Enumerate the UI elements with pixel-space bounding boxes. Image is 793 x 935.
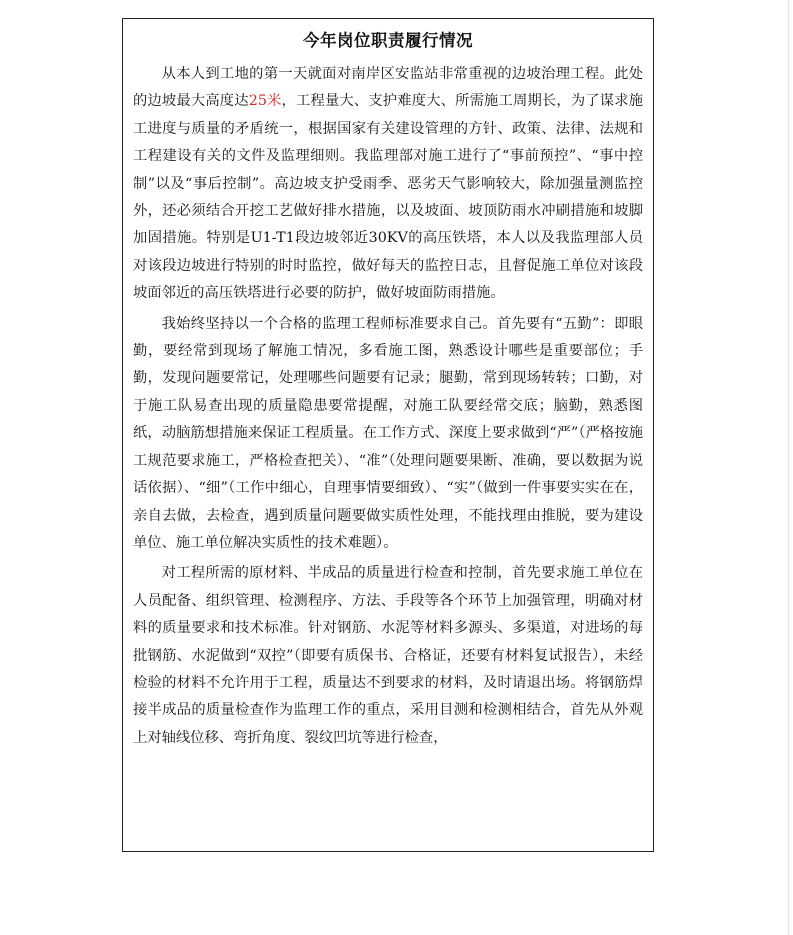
paragraph-supervisor-standards: 我始终坚持以一个合格的监理工程师标准要求自己。首先要有“五勤”：即眼勤，要经常到现场了解施工情况，多看施工图，熟悉设计哪些是重要部位；手勤，发现问题要常记，处理哪些问题要有记录；腿勤，常到现场转转；口勤，对于施工队易查出现的质量隐患要常提醒，对施工队要经常交底；脑勤，熟悉图纸，动脑筋想措施来保证工程质量。在工作方式、深度上要求做到“严”（严格按施工规范要求施工，严格检查把关）、“准”（处理问题要果断、准确，要以数据为说话依据）、“细”（工作中细心，自理事情要细致）、“实”（做到一件事要实实在在，亲自去做，去检查，遇到质量问题要做实质性处理，不能找理由推脱，要为建设单位、施工单位解决实质性的技术难题）。 bbox=[133, 315, 643, 551]
paragraph-slope-management bbox=[133, 61, 643, 308]
paragraph1-text-before: 从本人到工地的第一天就面对南岸区安监站非常重视的边坡治理工程。此处的边坡最大高度达 bbox=[133, 66, 643, 110]
page-edge-divider bbox=[788, 0, 789, 935]
document-title: 今年岗位职责履行情况 bbox=[303, 31, 473, 50]
paragraph-material-control: 对工程所需的原材料、半成品的质量进行检查和控制，首先要求施工单位在人员配备、组织管理、检测程序、方法、手段等各个环节上加强管理，明确对材料的质量要求和技术标准。针对钢筋、水泥等材料多源头、多渠道，对进场的每批钢筋、水泥做到“双控”（即要有质保书、合格证，还要有材料复试报告），未经检验的材料不允许用于工程，质量达不到要求的材料，及时请退出场。将钢筋焊接半成品的质量检查作为监理工作的重点，采用目测和检测相结合，首先从外观上对轴线位移、弯折角度、裂纹凹坑等进行检查， bbox=[133, 565, 643, 746]
document-frame bbox=[122, 18, 654, 852]
slope-height-highlight: 25米 bbox=[248, 93, 282, 110]
paragraph1-text-after: ，工程量大、支护难度大、所需施工周期长，为了谋求施工进度与质量的矛盾统一，根据国家有关建设管理的方针、政策、法律、法规和工程建设有关的文件及监理细则。我监理部对施工进行了“事前预控”、“事中控制”以及“事后控制”。高边坡支护受雨季、恶劣天气影响较大，除加强量测监控外，还必须结合开挖工艺做好排水措施，以及坡面、坡顶防雨水冲刷措施和坡脚加固措施。特别是U1-T1段边坡邻近30KV的高压铁塔，本人以及我监理部人员对该段边坡进行特别的时时监控，做好每天的监控日志，且督促施工单位对该段坡面邻近的高压铁塔进行必要的防护，做好坡面防雨措施。 bbox=[133, 93, 643, 302]
